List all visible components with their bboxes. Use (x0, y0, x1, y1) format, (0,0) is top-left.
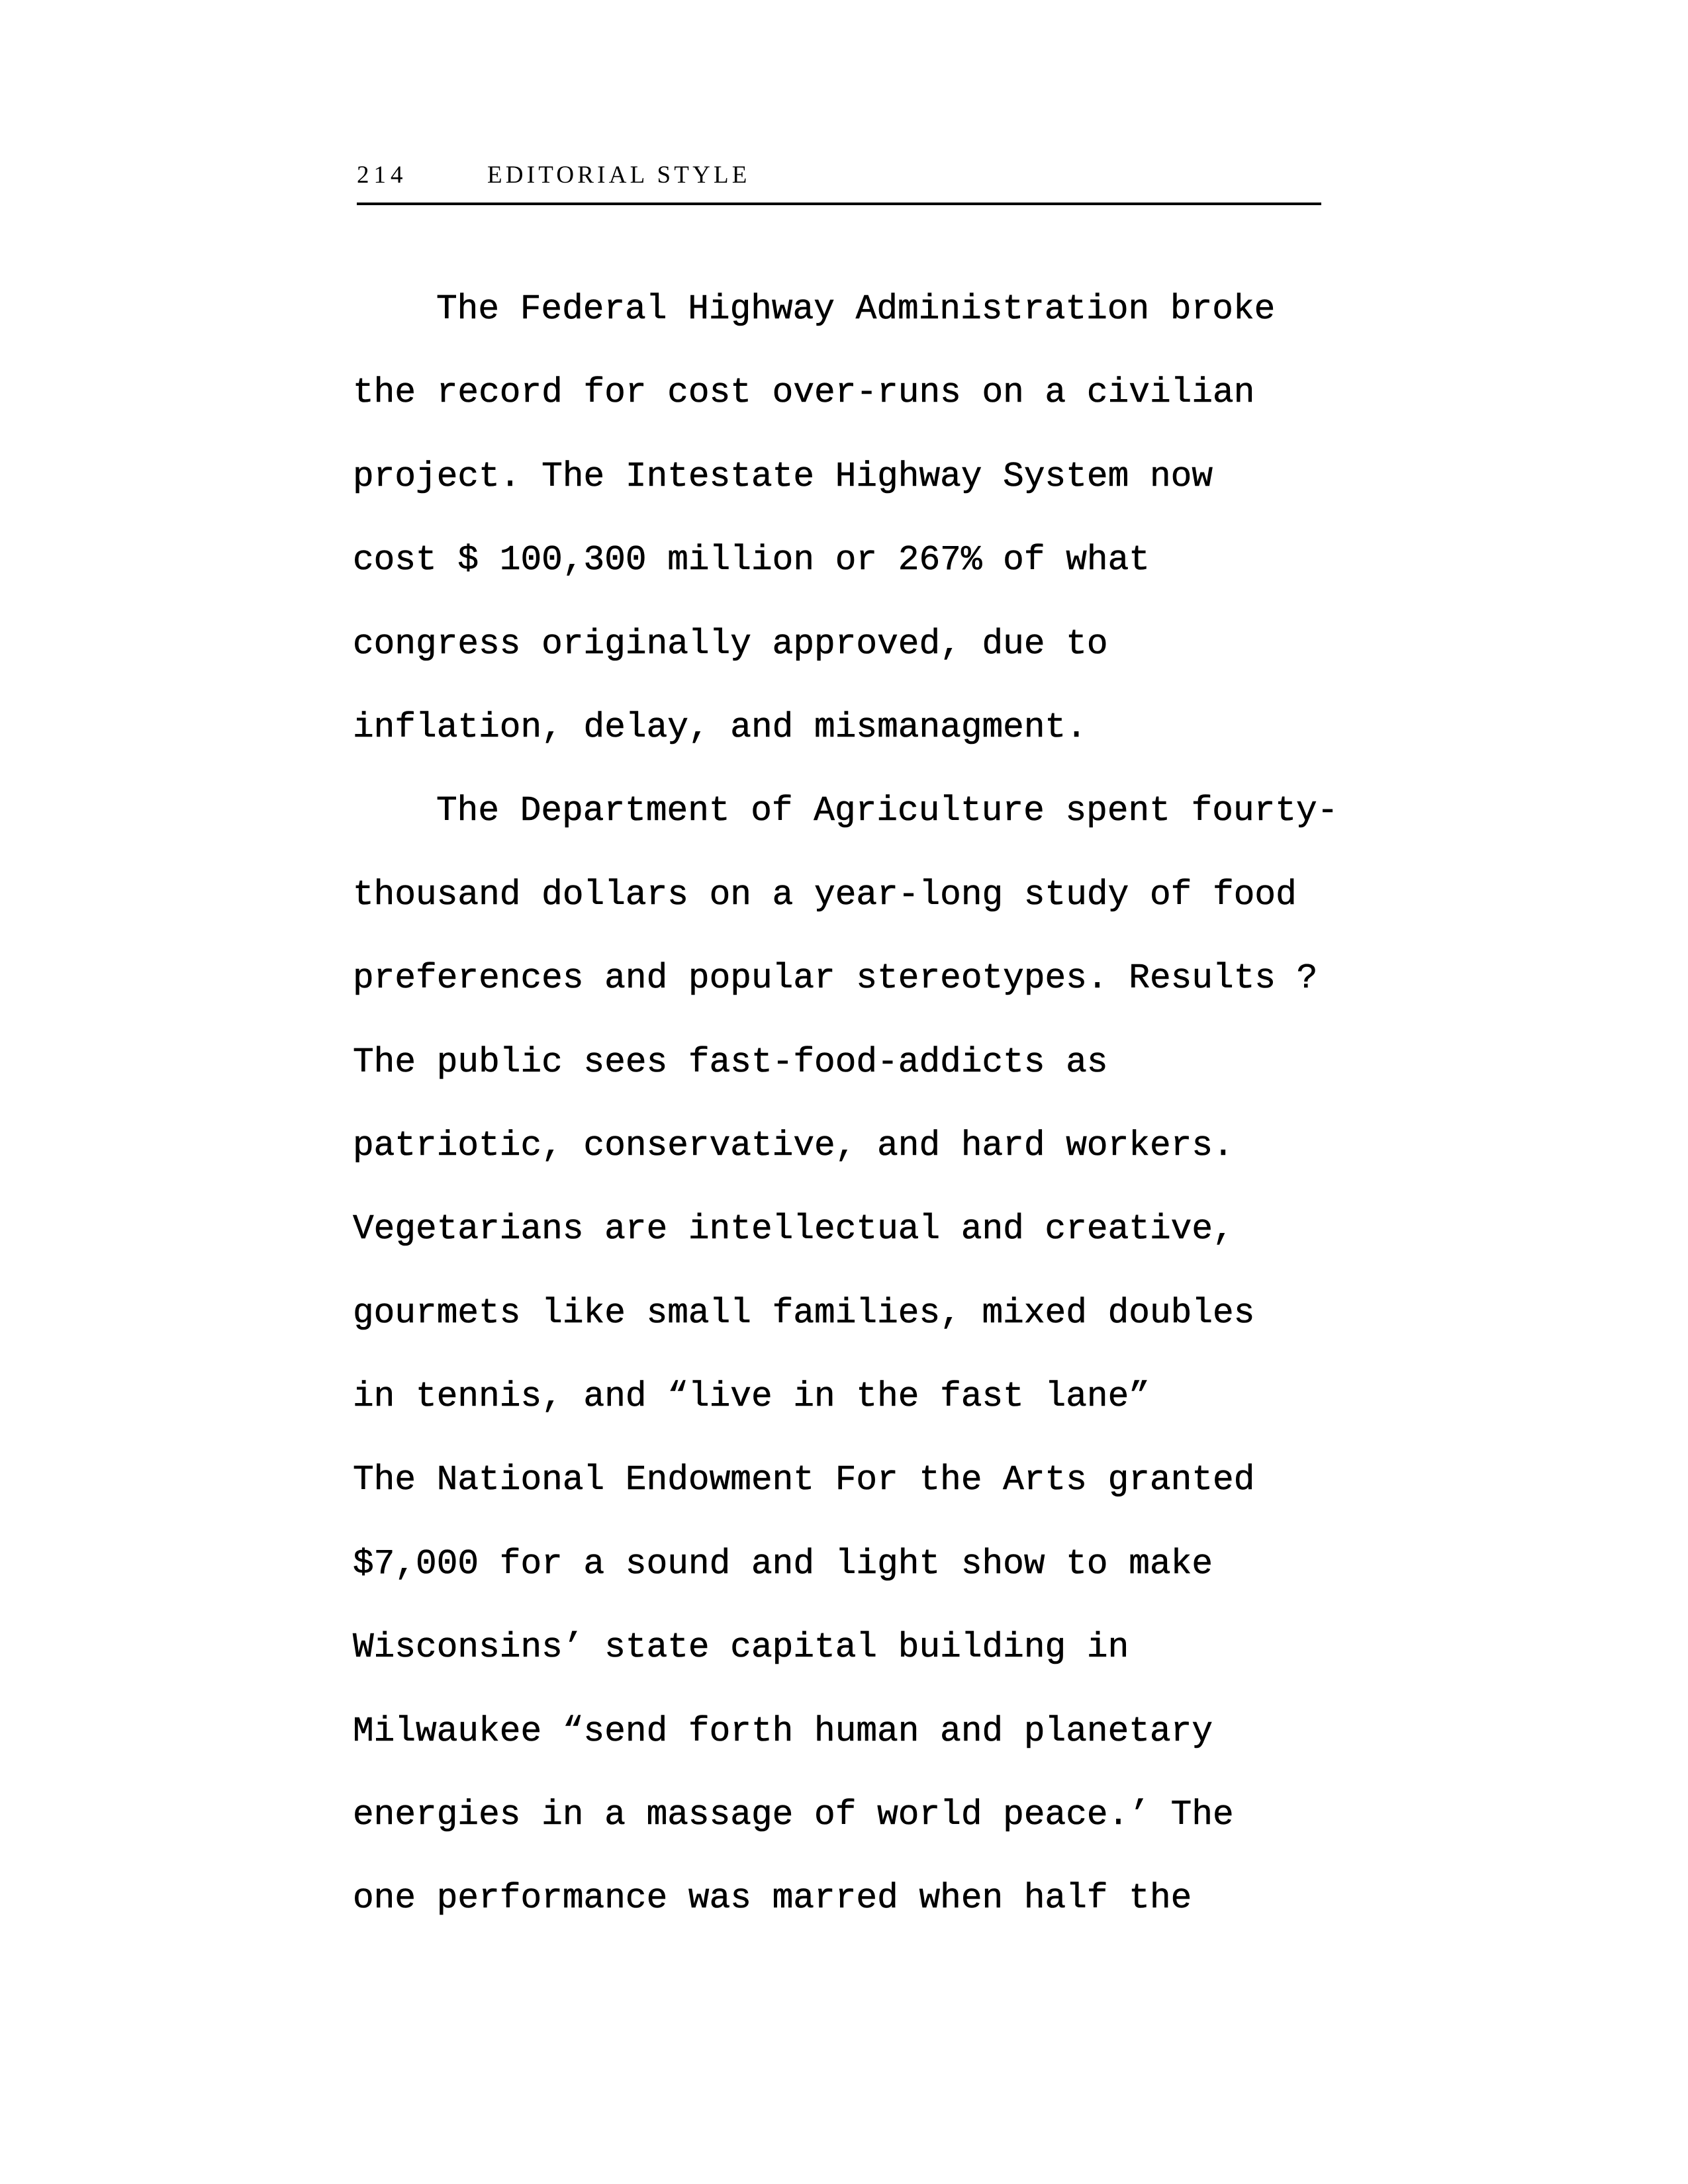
header-rule-divider (357, 203, 1321, 205)
text-line: The Department of Agriculture spent fourty- (436, 791, 1338, 831)
text-line: Vegetarians are intellectual and creative, (353, 1209, 1234, 1250)
text-line: the record for cost over-runs on a civilian (353, 373, 1255, 413)
text-line: project. The Intestate Highway System now (353, 456, 1213, 496)
text-line: inflation, delay, and mismanagment. (353, 707, 1087, 747)
text-line: The Federal Highway Administration broke (436, 289, 1276, 329)
text-line: The National Endowment For the Arts granted (353, 1460, 1255, 1500)
text-line: $7,000 for a sound and light show to make (353, 1543, 1213, 1584)
text-line: thousand dollars on a year-long study of food (353, 874, 1297, 915)
section-title: EDITORIAL STYLE (487, 161, 751, 189)
text-line: gourmets like small families, mixed doubles (353, 1293, 1255, 1333)
text-line: in tennis, and “live in the fast lane” (353, 1377, 1150, 1417)
text-line: Wisconsins’ state capital building in (353, 1627, 1129, 1668)
body-text (353, 267, 1478, 1940)
text-line: preferences and popular stereotypes. Results ? (353, 958, 1318, 999)
text-line: Milwaukee “send forth human and planetary (353, 1711, 1213, 1751)
text-line: one performance was marred when half the (353, 1878, 1192, 1919)
page-number: 214 (357, 161, 408, 189)
text-line: The public sees fast-food-addicts as (353, 1042, 1108, 1082)
text-line: cost $ 100,300 million or 267% of what (353, 540, 1150, 580)
text-line: congress originally approved, due to (353, 623, 1108, 664)
running-head (357, 159, 1323, 192)
text-line: energies in a massage of world peace.’ The (353, 1795, 1234, 1835)
text-line: patriotic, conservative, and hard workers. (353, 1125, 1234, 1165)
